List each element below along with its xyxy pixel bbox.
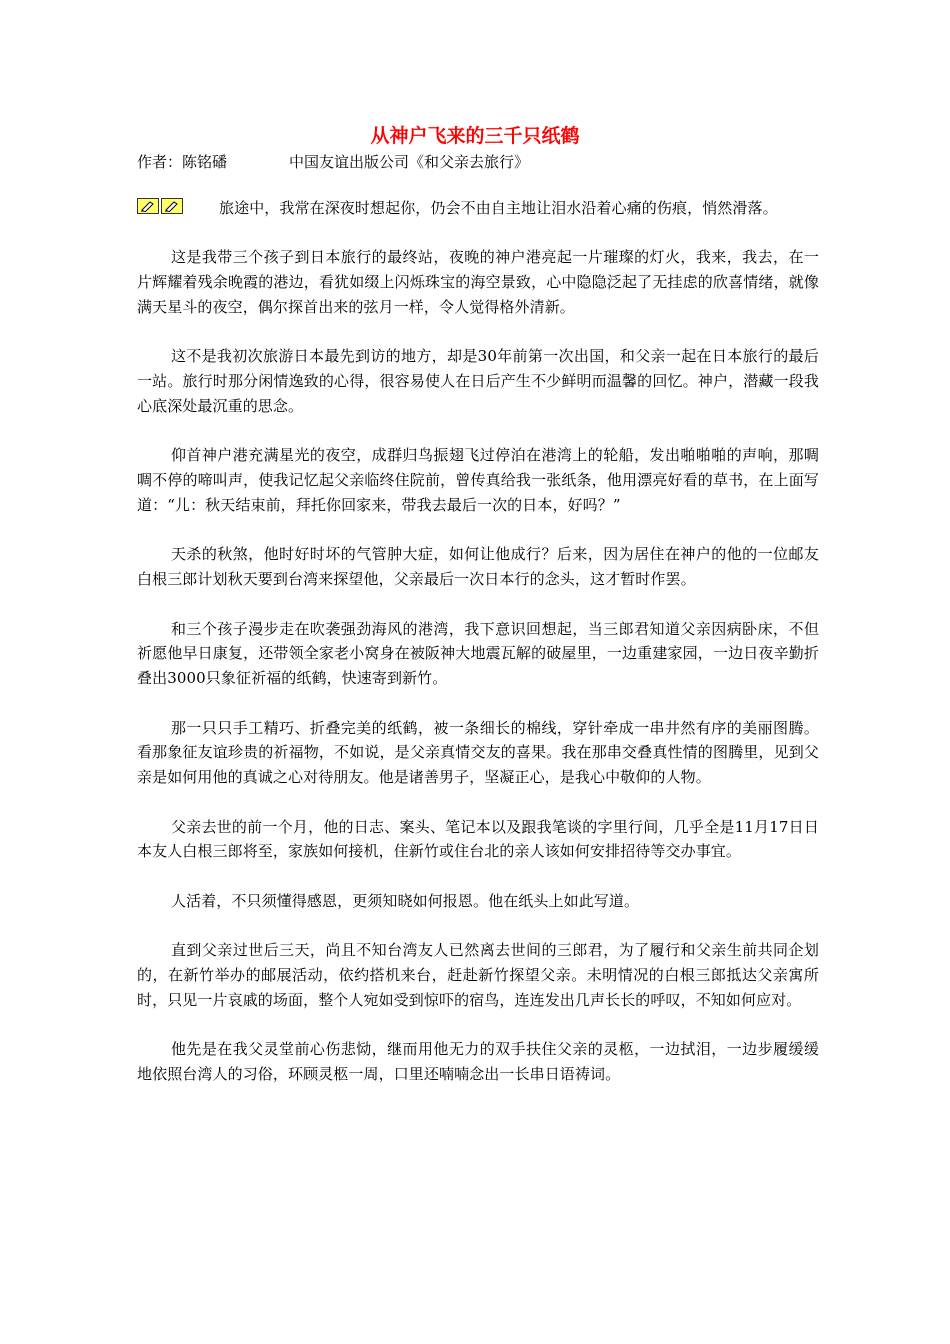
paragraph: 和三个孩子漫步走在吹袭强劲海风的港湾，我下意识回想起，当三郎君知道父亲因病卧床，不但祈愿他早日康复，还带领全家老小窝身在被阪神大地震瓦解的破屋里，一边重建家园，一边日夜辛勤折叠出3000只象征祈福的纸鹤，快速寄到新竹。 [137, 619, 819, 688]
paragraph: 直到父亲过世后三天，尚且不知台湾友人已然离去世间的三郎君，为了履行和父亲生前共同企划的，在新竹举办的邮展活动，依约搭机来台，赶赴新竹探望父亲。未明情况的白根三郎抵达父亲寓所时，只见一片哀戚的场面，整个人宛如受到惊吓的宿鸟，连连发出几声长长的呼叹，不知如何应对。 [137, 941, 819, 1009]
paragraph: 这是我带三个孩子到日本旅行的最终站，夜晚的神户港亮起一片璀璨的灯火，我来，我去，在一片辉耀着残余晚霞的港边，看犹如缀上闪烁珠宝的海空景致，心中隐隐泛起了无挂虑的欣喜情绪，就像满天星斗的夜空，偶尔探首出来的弦月一样，令人觉得格外清新。 [137, 248, 819, 316]
article-body [137, 196, 819, 1111]
paragraph: 天杀的秋煞，他时好时坏的气管肿大症，如何让他成行？后来，因为居住在神户的他的一位邮友白根三郎计划秋天要到台湾来探望他，父亲最后一次日本行的念头，这才暂时作罢。 [137, 545, 819, 589]
paragraph: 父亲去世的前一个月，他的日志、案头、笔记本以及跟我笔谈的字里行间，几乎全是11月17日日本友人白根三郎将至，家族如何接机，住新竹或住台北的亲人该如何安排招待等交办事宜。 [137, 817, 819, 861]
paragraph: 那一只只手工精巧、折叠完美的纸鹤，被一条细长的棉线，穿针牵成一串井然有序的美丽图腾。看那象征友谊珍贵的祈福物，不如说，是父亲真情交友的喜果。我在那串交叠真性情的图腾里，见到父亲是如何用他的真诚之心对待朋友。他是诸善男子，坚凝正心，是我心中敬仰的人物。 [137, 718, 819, 787]
paragraph: 旅途中，我常在深夜时想起你，仍会不由自主地让泪水沿着心痛的伤痕，悄然滑落。 [219, 199, 778, 217]
paragraph: 这不是我初次旅游日本最先到访的地方，却是30年前第一次出国，和父亲一起在日本旅行的最后一站。旅行时那分闲情逸致的心得，很容易使人在日后产生不少鲜明而温馨的回忆。神户，潜藏一段我心底深处最沉重的思念。 [137, 347, 819, 415]
publisher-line: 中国友谊出版公司《和父亲去旅行》 [289, 153, 530, 171]
byline [137, 150, 529, 174]
paragraph: 仰首神户港充满星光的夜空，成群归鸟振翅飞过停泊在港湾上的轮船，发出啪啪啪的声响，那啁啁不停的啼叫声，使我记忆起父亲临终住院前，曾传真给我一张纸条，他用漂亮好看的草书，在上面写道：“儿：秋天结束前，拜托你回家来，带我去最后一次的日本，好吗？” [137, 446, 819, 514]
document-title: 从神户飞来的三千只纸鹤 [370, 125, 580, 147]
author-line: 作者：陈铭磻 [137, 153, 228, 171]
paragraph: 他先是在我父灵堂前心伤悲恸，继而用他无力的双手扶住父亲的灵柩，一边拭泪，一边步履缓缓地依照台湾人的习俗，环顾灵柩一周，口里还喃喃念出一长串日语祷词。 [137, 1040, 819, 1083]
paragraph: 人活着，不只须懂得感恩，更须知晓如何报恩。他在纸头上如此写道。 [171, 891, 640, 910]
